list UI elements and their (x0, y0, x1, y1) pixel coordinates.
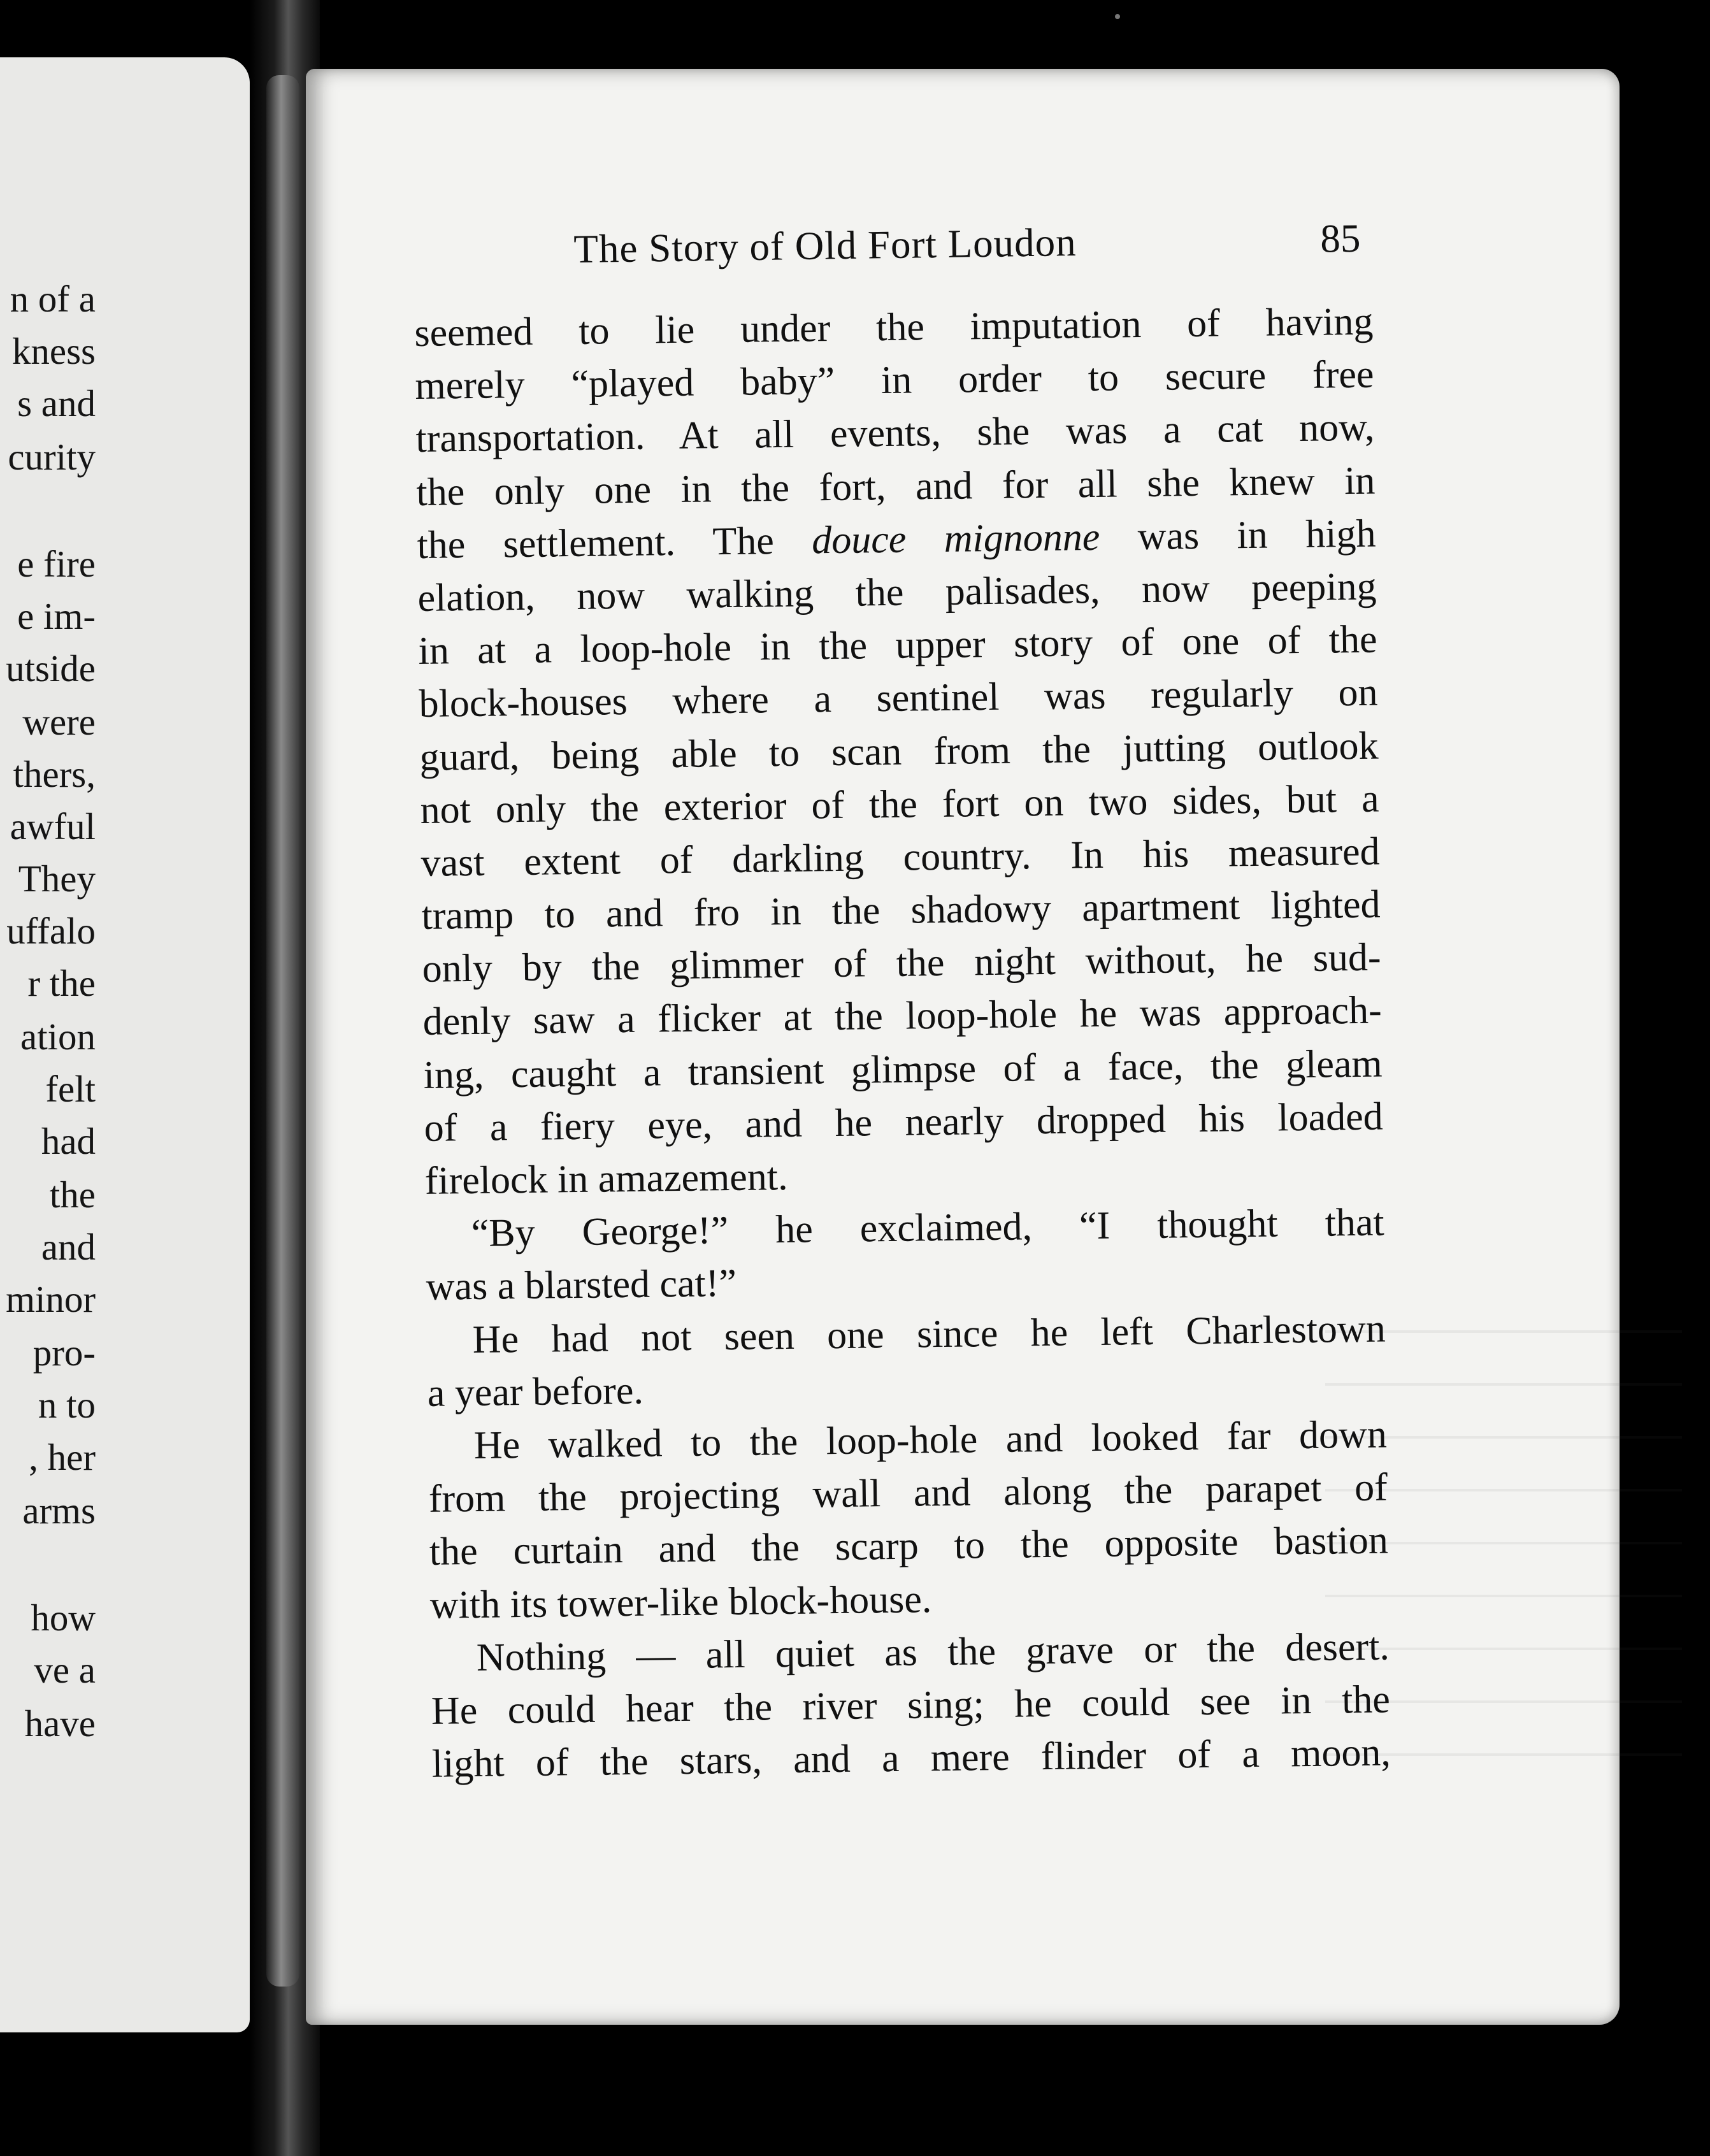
left-page-fragment: e fire (17, 543, 96, 585)
page-number: 85 (1319, 215, 1361, 261)
left-page-fragment: curity (8, 436, 96, 478)
left-page-fragment: ation (20, 1016, 96, 1058)
left-page-fragment: were (22, 701, 96, 743)
text-line: seemed to lie under the imputation of having (414, 299, 1374, 355)
text-line: tramp to and fro in the shadowy apartment lighted (421, 882, 1381, 938)
left-page-fragment: minor (6, 1278, 96, 1320)
left-page-fragment: how (31, 1597, 96, 1639)
left-page-fragment: n of a (10, 278, 96, 320)
left-page-fragment: , her (29, 1436, 96, 1478)
text-line: of a fiery eye, and he nearly dropped his loaded (424, 1095, 1384, 1150)
body-text (414, 296, 1391, 1791)
left-page-fragment: r the (27, 962, 96, 1004)
left-page-fragment: kness (11, 330, 96, 372)
left-page-fragment: They (18, 858, 96, 900)
text-line: He could hear the river sing; he could see in the (431, 1678, 1391, 1733)
text-line: ing, caught a transient glimpse of a face, the gleam (423, 1042, 1383, 1097)
text-line: vast extent of darkling country. In his measured (420, 830, 1380, 885)
text-line: firelock in amazement. (424, 1154, 788, 1203)
left-facing-page (0, 57, 250, 2032)
text-segment: was in high (1099, 512, 1376, 559)
text-line: a year before. (427, 1369, 644, 1415)
left-page-fragment: n to (38, 1384, 96, 1426)
text-line: merely “played baby” in order to secure free (415, 352, 1374, 408)
text-line: He walked to the loop-hole and looked far down (473, 1412, 1388, 1467)
text-line: in at a loop-hole in the upper story of one of the (418, 617, 1377, 673)
text-line: “By George!” he exclaimed, “I thought that (471, 1200, 1385, 1256)
left-page-fragment: have (24, 1702, 96, 1744)
text-line: denly saw a flicker at the loop-hole he was approach- (422, 988, 1383, 1044)
text-segment: the settlement. The (417, 519, 812, 567)
spine-shadow (266, 75, 299, 1987)
left-page-fragment: pro- (32, 1332, 96, 1374)
left-page-fragment: felt (45, 1068, 96, 1110)
text-line: elation, now walking the palisades, now peeping (417, 564, 1377, 620)
text-line: from the projecting wall and along the parapet of (428, 1465, 1388, 1521)
text-line: light of the stars, and a mere flinder of a moon, (431, 1730, 1391, 1786)
text-line: was a blarsted cat!” (426, 1261, 737, 1309)
left-page-fragment: uffalo (6, 910, 96, 952)
left-page-fragment: thers, (13, 753, 96, 795)
text-line: only by the glimmer of the night without, he sud- (422, 935, 1381, 991)
text-line: the curtain and the scarp to the opposite bastion (429, 1518, 1389, 1574)
text-line: Nothing — all quiet as the grave or the desert. (476, 1625, 1390, 1679)
running-title: The Story of Old Fort Loudon (573, 219, 1077, 271)
text-line: transportation. At all events, she was a cat now, (415, 405, 1375, 461)
text-line: block-houses where a sentinel was regularly on (419, 670, 1378, 726)
dust-speck (1115, 14, 1120, 19)
left-page-fragment: utside (6, 647, 96, 689)
text-line: the only one in the fort, and for all she knew in (416, 459, 1376, 514)
text-line: He had not seen one since he left Charlestown (472, 1307, 1386, 1362)
text-line: guard, being able to scan from the jutting outlook (419, 724, 1379, 779)
text-line: with its tower-like block-house. (429, 1577, 932, 1627)
left-page-fragment: s and (17, 382, 96, 424)
italic-phrase: douce mignonne (811, 515, 1100, 563)
left-page-fragment: e im- (17, 595, 96, 637)
left-page-fragment: had (41, 1120, 96, 1162)
left-page-fragment: and (41, 1226, 96, 1268)
left-page-fragment: awful (10, 805, 96, 847)
left-page-fragment: arms (22, 1490, 96, 1532)
left-page-fragment: ve a (34, 1649, 96, 1691)
left-page-fragment: the (49, 1174, 96, 1216)
text-line: not only the exterior of the fort on two sides, but a (420, 777, 1379, 832)
